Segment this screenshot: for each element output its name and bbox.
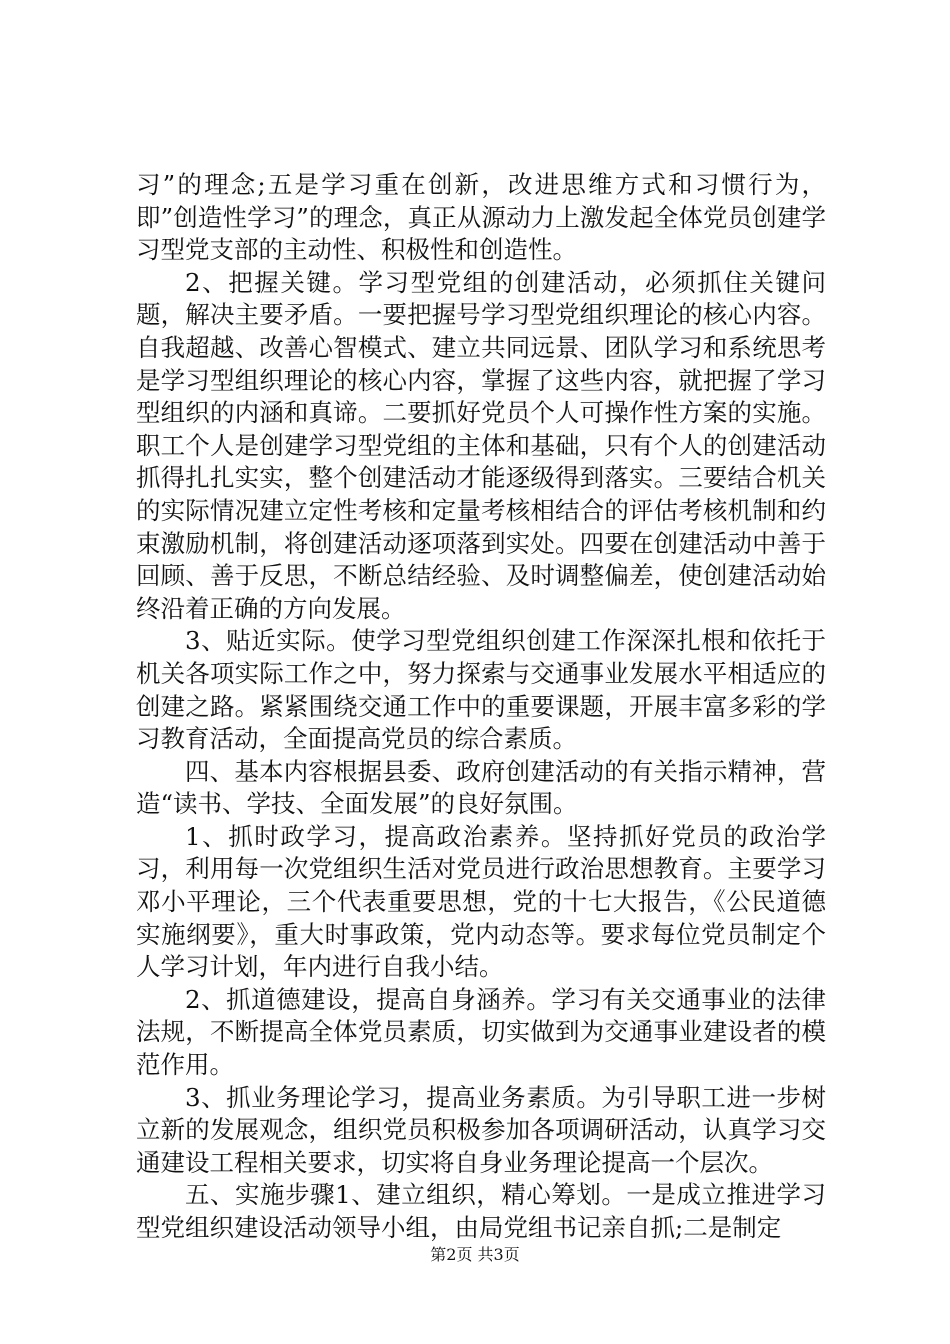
paragraph-2: 2、把握关键。学习型党组的创建活动，必须抓住关键问题，解决主要矛盾。一要把握号学习型党组织理论的核心内容。自我超越、改善心智模式、建立共同远景、团队学习和系统思考是学习型组织理论的核心内容，掌握了这些内容，就把握了学习型组织的内涵和真谛。二要抓好党员个人可操作性方案的实施。职工个人是创建学习型党组的主体和基础，只有个人的创建活动抓得扎扎实实，整个创建活动才能逐级得到落实。三要结合机关的实际情况建立定性考核和定量考核相结合的评估考核机制和约束激励机制，将创建活动逐项落到实处。四要在创建活动中善于回顾、善于反思，不断总结经验、及时调整偏差，使创建活动始终沿着正确的方向发展。 <box>136 267 826 623</box>
paragraph-5: 1、抓时政学习，提高政治素养。坚持抓好党员的政治学习，利用每一次党组织生活对党员进行政治思想教育。主要学习邓小平理论，三个代表重要思想，党的十七大报告，《公民道德实施纲要》，重大时事政策，党内动态等。要求每位党员制定个人学习计划，年内进行自我小结。 <box>136 821 826 982</box>
paragraph-3: 3、贴近实际。使学习型党组织创建工作深深扎根和依托于机关各项实际工作之中，努力探索与交通事业发展水平相适应的创建之路。紧紧围绕交通工作中的重要课题，开展丰富多彩的学习教育活动，全面提高党员的综合素质。 <box>136 626 826 754</box>
document-body <box>136 169 826 1245</box>
paragraph-4: 四、基本内容根据县委、政府创建活动的有关指示精神，营造“读书、学技、全面发展”的良好氛围。 <box>136 756 826 819</box>
paragraph-6: 2、抓道德建设，提高自身涵养。学习有关交通事业的法律法规，不断提高全体党员素质，切实做到为交通事业建设者的模范作用。 <box>136 984 826 1080</box>
paragraph-7: 3、抓业务理论学习，提高业务素质。为引导职工进一步树立新的发展观念，组织党员积极参加各项调研活动，认真学习交通建设工程相关要求，切实将自身业务理论提高一个层次。 <box>136 1082 826 1177</box>
page-footer: 第2页 共3页 <box>430 1245 520 1264</box>
paragraph-1: 习”的理念;五是学习重在创新，改进思维方式和习惯行为，即”创造性学习”的理念，真正从源动力上激发起全体党员创建学习型党支部的主动性、积极性和创造性。 <box>136 170 826 265</box>
paragraph-8: 五、实施步骤1、建立组织，精心筹划。一是成立推进学习型党组织建设活动领导小组，由局党组书记亲自抓;二是制定 <box>136 1180 826 1242</box>
